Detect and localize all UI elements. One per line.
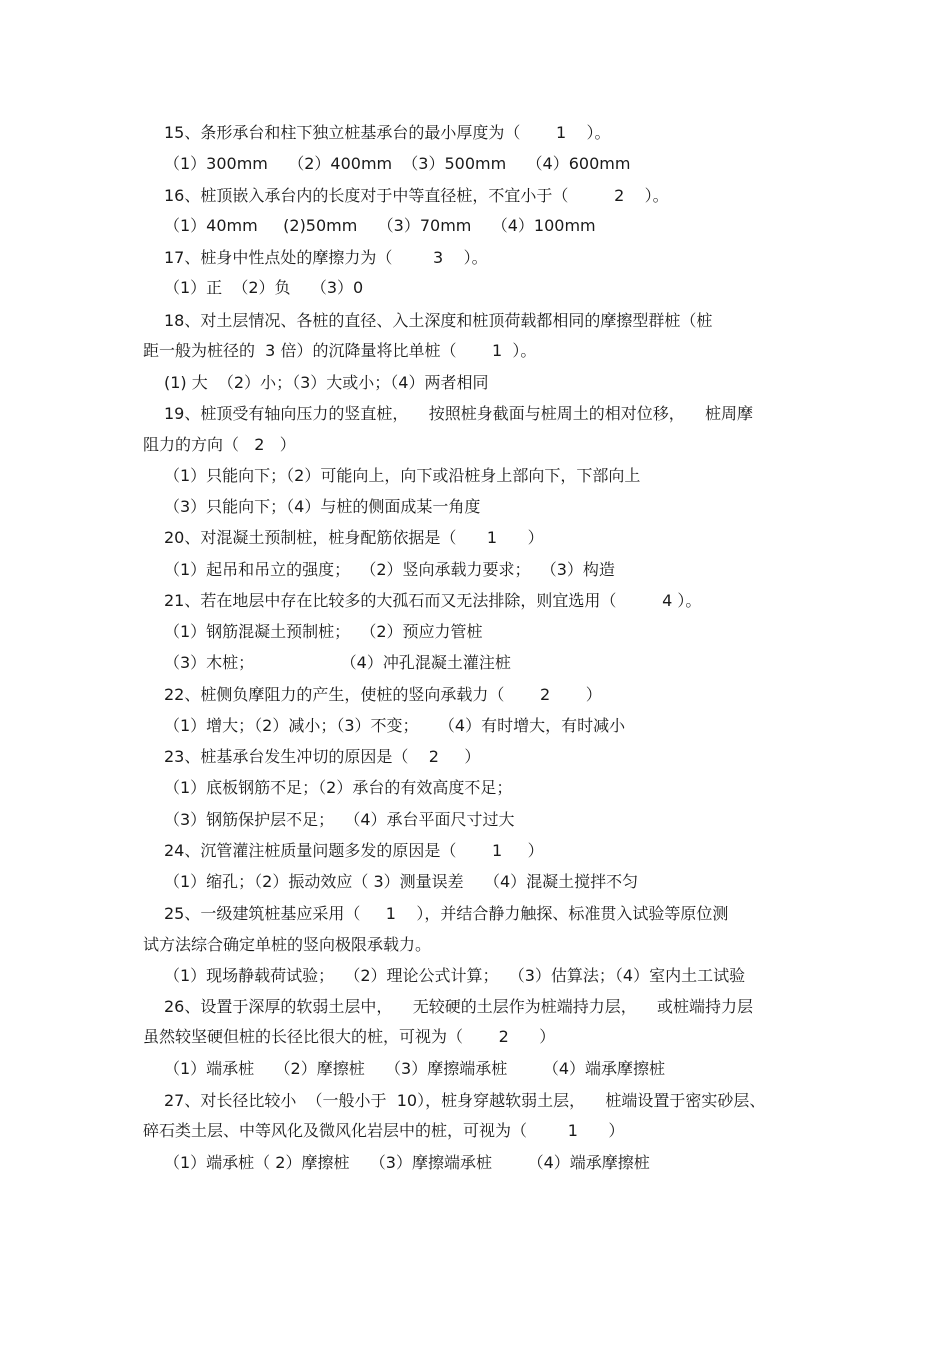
q15-text: 15、条形承台和柱下独立桩基承台的最小厚度为（ 1 ）。 — [164, 123, 611, 142]
q18-text-line1: 18、对土层情况、各桩的直径、入土深度和桩顶荷载都相同的摩擦型群桩（桩 — [164, 311, 713, 330]
q27-options: （1）端承桩（ 2）摩擦桩 （3）摩擦端承桩 （4）端承摩擦桩 — [164, 1153, 650, 1172]
q25-text-line2: 试方法综合确定单桩的竖向极限承载力。 — [143, 935, 432, 954]
q22-options: （1）增大；（2）减小；（3）不变； （4）有时增大，有时减小 — [164, 716, 626, 735]
q19-text-line2: 阻力的方向（ 2 ） — [143, 435, 296, 454]
q26-options: （1）端承桩 （2）摩擦桩 （3）摩擦端承桩 （4）端承摩擦桩 — [164, 1059, 666, 1078]
q18-text-line2: 距一般为桩径的 3 倍）的沉降量将比单桩（ 1 ）。 — [143, 341, 537, 360]
q16-text: 16、桩顶嵌入承台内的长度对于中等直径桩，不宜小于（ 2 ）。 — [164, 186, 669, 205]
q23-options-line2: （3）钢筋保护层不足； （4）承台平面尺寸过大 — [164, 810, 515, 829]
q21-options-line2: （3）木桩； （4）冲孔混凝土灌注桩 — [164, 653, 511, 672]
q17-text: 17、桩身中性点处的摩擦力为（ 3 ）。 — [164, 248, 488, 267]
q24-text: 24、沉管灌注桩质量问题多发的原因是（ 1 ） — [164, 841, 544, 860]
q23-text: 23、桩基承台发生冲切的原因是（ 2 ） — [164, 747, 481, 766]
q25-text-line1: 25、一级建筑桩基应采用（ 1 ），并结合静力触探、标准贯入试验等原位测 — [164, 904, 729, 923]
q18-options: (1) 大 （2）小；（3）大或小；（4）两者相同 — [164, 373, 489, 392]
q21-text: 21、若在地层中存在比较多的大孤石而又无法排除，则宜选用（ 4 ）。 — [164, 591, 702, 610]
q20-text: 20、对混凝土预制桩，桩身配筋依据是（ 1 ） — [164, 528, 544, 547]
q26-text-line2: 虽然较坚硬但桩的长径比很大的桩，可视为（ 2 ） — [143, 1027, 556, 1046]
q24-options: （1）缩孔；（2）振动效应（ 3）测量误差 （4）混凝土搅拌不匀 — [164, 872, 639, 891]
q19-options-line1: （1）只能向下；（2）可能向上，向下或沿桩身上部向下，下部向上 — [164, 466, 641, 485]
q23-options-line1: （1）底板钢筋不足；（2）承台的有效高度不足； — [164, 778, 513, 797]
q19-options-line2: （3）只能向下；（4）与桩的侧面成某一角度 — [164, 497, 481, 516]
q21-options-line1: （1）钢筋混凝土预制桩； （2）预应力管桩 — [164, 622, 483, 641]
q25-options: （1）现场静载荷试验； （2）理论公式计算； （3）估算法；（4）室内土工试验 — [164, 966, 746, 985]
q19-text-line1: 19、桩顶受有轴向压力的竖直桩， 按照桩身截面与桩周土的相对位移， 桩周摩 — [164, 404, 754, 423]
q17-options: （1）正 （2）负 （3）0 — [164, 278, 364, 297]
q27-text-line2: 碎石类土层、中等风化及微风化岩层中的桩，可视为（ 1 ） — [143, 1121, 625, 1140]
q22-text: 22、桩侧负摩阻力的产生，使桩的竖向承载力（ 2 ） — [164, 685, 602, 704]
q15-options: （1）300mm （2）400mm （3）500mm （4）600mm — [164, 154, 631, 173]
q20-options: （1）起吊和吊立的强度； （2）竖向承载力要求； （3）构造 — [164, 560, 615, 579]
q16-options: （1）40mm (2)50mm （3）70mm （4）100mm — [164, 216, 596, 235]
q27-text-line1: 27、对长径比较小 （一般小于 10），桩身穿越软弱土层， 桩端设置于密实砂层、 — [164, 1091, 766, 1110]
q26-text-line1: 26、设置于深厚的软弱土层中， 无较硬的土层作为桩端持力层， 或桩端持力层 — [164, 997, 754, 1016]
